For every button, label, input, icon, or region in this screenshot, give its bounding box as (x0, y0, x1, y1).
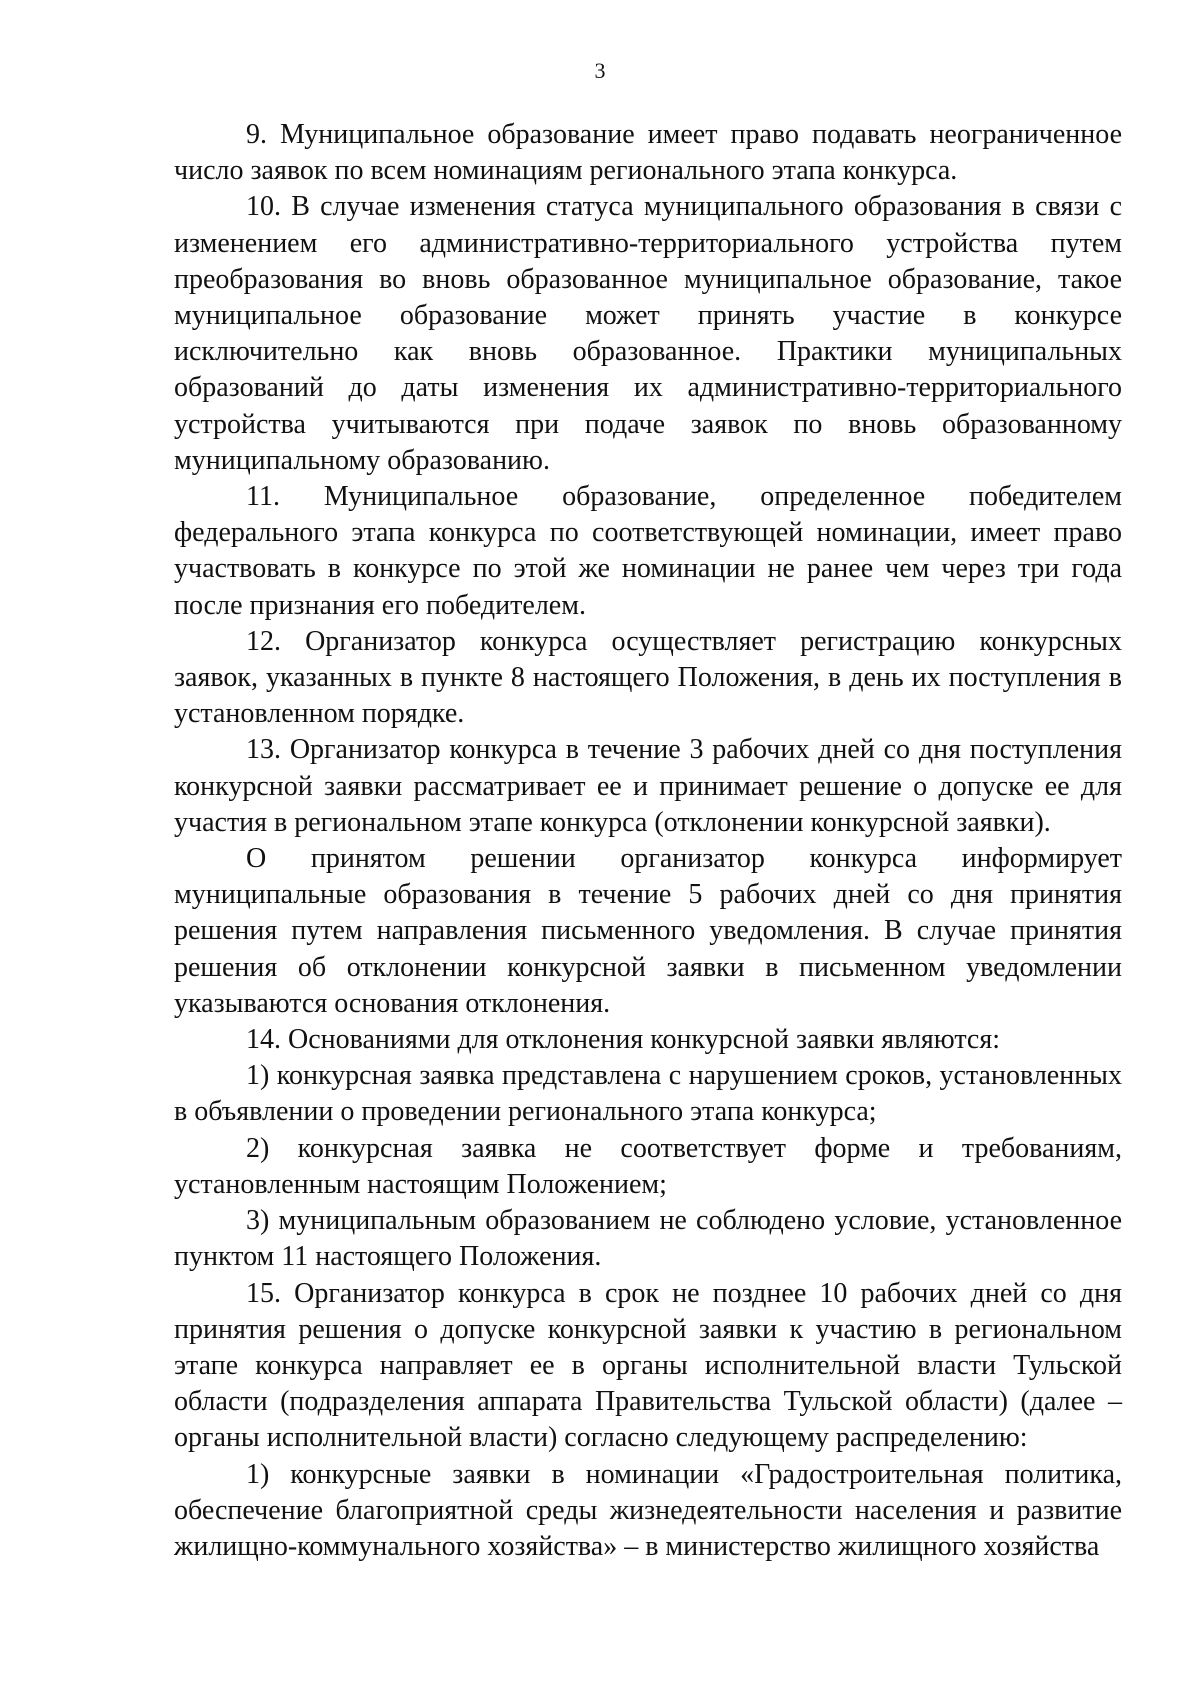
paragraph-item-14-sub-1: 1) конкурсная заявка представлена с нарушением сроков, установленных в объявлении о проведении регионального этапа конкурса; (174, 1060, 1122, 1128)
paragraph-item-15: 15. Организатор конкурса в срок не позднее 10 рабочих дней со дня принятия решения о допуске конкурсной заявки к участию в региональном этапе конкурса направляет ее в органы исполнительной власти Тульской области (подразделения аппарата Правительства Тульской области) (далее – органы исполнительной власти) согласно следующему распределению: (174, 1277, 1122, 1454)
paragraph-item-10: 10. В случае изменения статуса муниципального образования в связи с изменением его административно-территориального устройства путем преобразования во вновь образованное муниципальное образование, такое муниципальное образование может принять участие в конкурсе исключительно как вновь образованное. Практики муниципальных образований до даты изменения их административно-территориального устройства учитываются при подаче заявок по вновь образованному муниципальному образованию. (174, 191, 1122, 476)
paragraph-item-12: 12. Организатор конкурса осуществляет регистрацию конкурсных заявок, указанных в пункте 8 настоящего Положения, в день их поступления в установленном порядке. (174, 625, 1122, 730)
paragraph-item-14-sub-3: 3) муниципальным образованием не соблюдено условие, установленное пунктом 11 настоящего Положения. (174, 1205, 1122, 1273)
document-body (174, 117, 1122, 1565)
paragraph-item-14: 14. Основаниями для отклонения конкурсной заявки являются: (246, 1024, 1001, 1056)
paragraph-item-13-decision: О принятом решении организатор конкурса информирует муниципальные образования в течение 5 рабочих дней со дня принятия решения путем направления письменного уведомления. В случае принятия решения об отклонении конкурсной заявки в письменном уведомлении указываются основания отклонения. (174, 843, 1122, 1019)
paragraph-item-13: 13. Организатор конкурса в течение 3 рабочих дней со дня поступления конкурсной заявки рассматривает ее и принимает решение о допуске ее для участия в региональном этапе конкурса (отклонении конкурсной заявки). (174, 734, 1122, 838)
page-number: 3 (594, 58, 606, 83)
paragraph-item-15-sub-1: 1) конкурсные заявки в номинации «Градостроительная политика, обеспечение благоприятной среды жизнедеятельности населения и развитие жилищно-коммунального хозяйства» – в министерство жилищного хозяйства (174, 1458, 1122, 1562)
paragraph-item-14-sub-2: 2) конкурсная заявка не соответствует форме и требованиям, установленным настоящим Положением; (174, 1132, 1122, 1200)
paragraph-item-9: 9. Муниципальное образование имеет право подавать неограниченное число заявок по всем номинациям регионального этапа конкурса. (174, 119, 1122, 187)
paragraph-item-11: 11. Муниципальное образование, определенное победителем федерального этапа конкурса по соответствующей номинации, имеет право участвовать в конкурсе по этой же номинации не ранее чем через три года после признания его победителем. (174, 481, 1122, 621)
